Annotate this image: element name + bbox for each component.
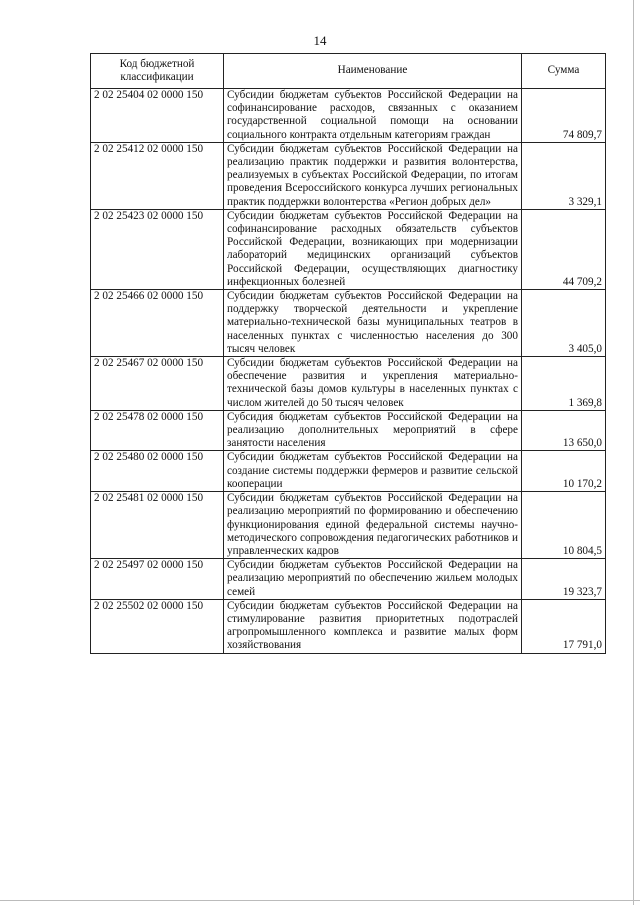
- table-row: [91, 559, 606, 600]
- table-header-row: [91, 54, 606, 89]
- row-sum: 44 709,2: [522, 209, 606, 289]
- table-row: [91, 89, 606, 143]
- row-name: Субсидии бюджетам субъектов Российской Федерации на реализацию мероприятий по обеспечению жильем молодых семей: [224, 559, 522, 600]
- table-row: [91, 410, 606, 451]
- row-code: 2 02 25502 02 0000 150: [91, 599, 224, 653]
- table-row: [91, 451, 606, 492]
- header-name: Наименование: [224, 54, 522, 89]
- row-name: Субсидии бюджетам субъектов Российской Федерации на стимулирование развития приоритетных подотраслей агропромышленного комплекса и развитие малых форм хозяйствования: [224, 599, 522, 653]
- header-code: Код бюджетной классификации: [91, 54, 224, 89]
- table-row: [91, 290, 606, 357]
- table-row: [91, 142, 606, 209]
- header-sum: Сумма: [522, 54, 606, 89]
- row-code: 2 02 25466 02 0000 150: [91, 290, 224, 357]
- row-code: 2 02 25480 02 0000 150: [91, 451, 224, 492]
- row-sum: 13 650,0: [522, 410, 606, 451]
- row-code: 2 02 25423 02 0000 150: [91, 209, 224, 289]
- row-name: Субсидии бюджетам субъектов Российской Федерации на обеспечение развития и укрепления материально-технической базы домов культуры в населенных пунктах с числом жителей до 50 тысяч человек: [224, 357, 522, 411]
- budget-table: [90, 53, 606, 654]
- page-edge-right: [633, 0, 634, 905]
- row-name: Субсидии бюджетам субъектов Российской Федерации на софинансирование расходов, связанных с оказанием государственной социальной помощи на основании социального контракта отдельным категориям граждан: [224, 89, 522, 143]
- row-name: Субсидия бюджетам субъектов Российской Федерации на реализацию дополнительных мероприятий в сфере занятости населения: [224, 410, 522, 451]
- row-code: 2 02 25412 02 0000 150: [91, 142, 224, 209]
- row-name: Субсидии бюджетам субъектов Российской Федерации на поддержку творческой деятельности и укрепление материально-технической базы муниципальных театров в населенных пунктах с численностью населения до 300 тысяч человек: [224, 290, 522, 357]
- row-code: 2 02 25497 02 0000 150: [91, 559, 224, 600]
- row-sum: 74 809,7: [522, 89, 606, 143]
- row-name: Субсидии бюджетам субъектов Российской Федерации на реализацию мероприятий по формированию и обеспечению функционирования единой федеральной системы научно-методического сопровождения педагогических работников и управленческих кадров: [224, 492, 522, 559]
- row-name: Субсидии бюджетам субъектов Российской Федерации на создание системы поддержки фермеров и развитие сельской кооперации: [224, 451, 522, 492]
- row-sum: 3 329,1: [522, 142, 606, 209]
- page-number: 14: [313, 33, 327, 48]
- table-row: [91, 357, 606, 411]
- table-row: [91, 599, 606, 653]
- row-code: 2 02 25478 02 0000 150: [91, 410, 224, 451]
- row-name: Субсидии бюджетам субъектов Российской Федерации на реализацию практик поддержки и развития волонтерства, реализуемых в субъектах Российской Федерации, по итогам проведения Всероссийского конкурса лучших региональных практик поддержки волонтерства «Регион добрых дел»: [224, 142, 522, 209]
- table-row: [91, 492, 606, 559]
- row-sum: 17 791,0: [522, 599, 606, 653]
- row-sum: 10 804,5: [522, 492, 606, 559]
- row-code: 2 02 25404 02 0000 150: [91, 89, 224, 143]
- row-sum: 3 405,0: [522, 290, 606, 357]
- row-code: 2 02 25481 02 0000 150: [91, 492, 224, 559]
- row-sum: 10 170,2: [522, 451, 606, 492]
- row-code: 2 02 25467 02 0000 150: [91, 357, 224, 411]
- row-sum: 19 323,7: [522, 559, 606, 600]
- table-row: [91, 209, 606, 289]
- page-edge-bottom: [0, 900, 640, 901]
- row-sum: 1 369,8: [522, 357, 606, 411]
- row-name: Субсидии бюджетам субъектов Российской Федерации на софинансирование расходных обязательств субъектов Российской Федерации, возникающих при модернизации лабораторий медицинских организаций субъектов Российской Федерации, осуществляющих диагностику инфекционных болезней: [224, 209, 522, 289]
